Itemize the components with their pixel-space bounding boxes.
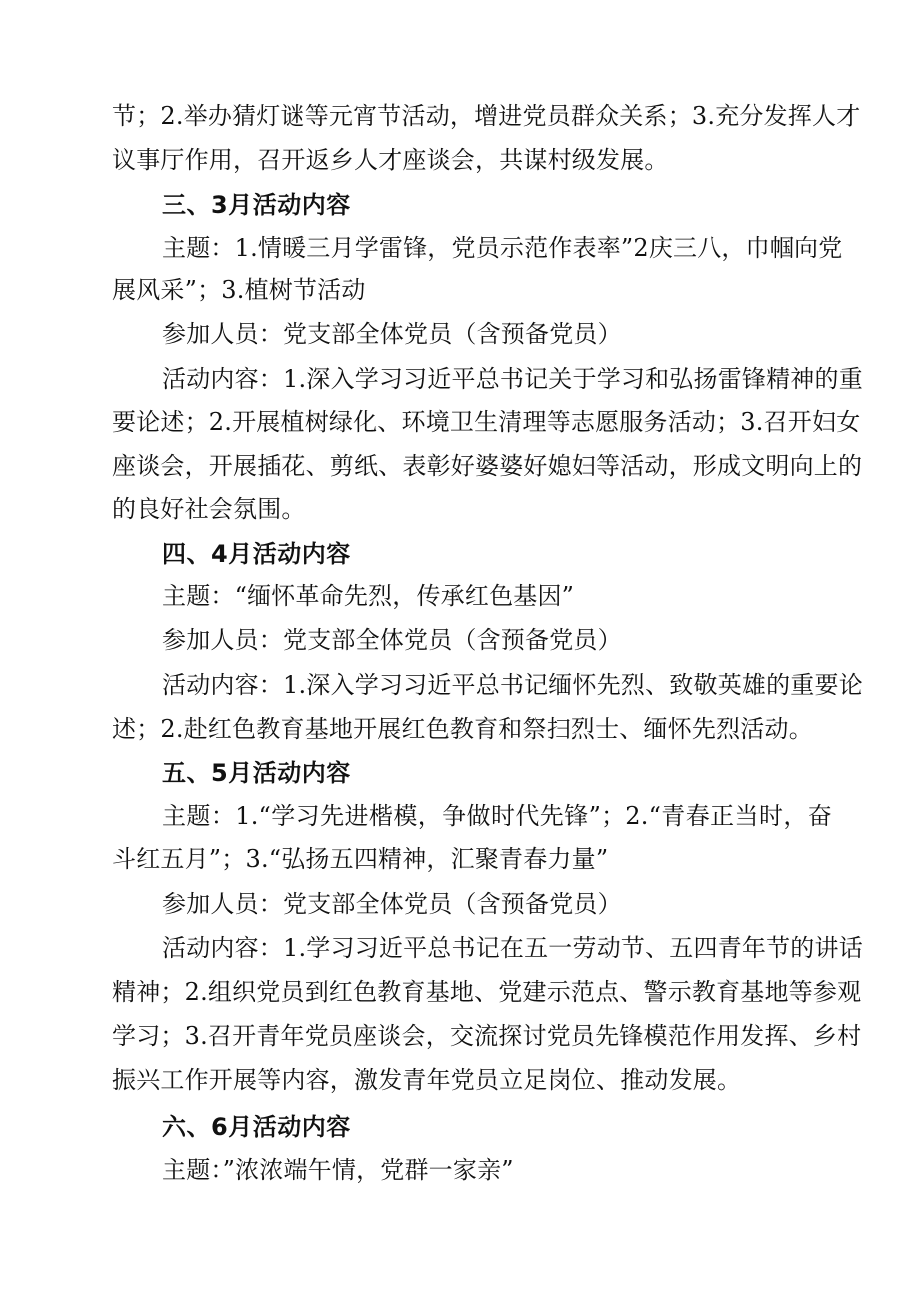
march-participants: 参加人员：党支部全体党员（含预备党员）: [162, 320, 622, 348]
march-theme-line-1: 主题：1.情暖三月学雷锋，党员示范作表率”2庆三八，巾帼向党: [162, 234, 843, 262]
may-theme-line-1: 主题：1.“学习先进楷模，争做时代先锋”；2.“青春正当时，奋: [162, 802, 832, 830]
march-content-line-1: 活动内容：1.深入学习习近平总书记关于学习和弘扬雷锋精神的重: [162, 365, 863, 393]
march-content-line-3: 座谈会，开展插花、剪纸、表彰好婆婆好媳妇等活动，形成文明向上的: [112, 452, 863, 480]
march-theme-line-2: 展风采”；3.植树节活动: [112, 276, 366, 304]
april-content-line-2: 述；2.赴红色教育基地开展红色教育和祭扫烈士、缅怀先烈活动。: [112, 715, 813, 743]
march-content-line-4: 的良好社会氛围。: [112, 495, 306, 523]
section-heading-june: 六、6月活动内容: [162, 1113, 351, 1141]
may-content-line-4: 振兴工作开展等内容，激发青年党员立足岗位、推动发展。: [112, 1066, 742, 1094]
april-participants: 参加人员：党支部全体党员（含预备党员）: [162, 626, 622, 654]
may-participants: 参加人员：党支部全体党员（含预备党员）: [162, 890, 622, 918]
may-theme-line-2: 斗红五月”；3.“弘扬五四精神，汇聚青春力量”: [112, 845, 609, 873]
intro-line-1: 节；2.举办猜灯谜等元宵节活动，增进党员群众关系；3.充分发挥人才: [112, 102, 861, 130]
april-theme: 主题：“缅怀革命先烈，传承红色基因”: [162, 582, 575, 610]
intro-line-2: 议事厅作用，召开返乡人才座谈会，共谋村级发展。: [112, 146, 669, 174]
may-content-line-2: 精神；2.组织党员到红色教育基地、党建示范点、警示教育基地等参观: [112, 978, 862, 1006]
section-heading-april: 四、4月活动内容: [162, 540, 351, 568]
may-content-line-3: 学习；3.召开青年党员座谈会，交流探讨党员先锋模范作用发挥、乡村: [112, 1022, 862, 1050]
section-heading-may: 五、5月活动内容: [162, 759, 351, 787]
june-theme: 主题：”浓浓端午情，党群一家亲”: [162, 1156, 514, 1184]
march-content-line-2: 要论述；2.开展植树绿化、环境卫生清理等志愿服务活动；3.召开妇女: [112, 408, 861, 436]
april-content-line-1: 活动内容：1.深入学习习近平总书记缅怀先烈、致敬英雄的重要论: [162, 671, 863, 699]
may-content-line-1: 活动内容：1.学习习近平总书记在五一劳动节、五四青年节的讲话: [162, 934, 863, 962]
section-heading-march: 三、3月活动内容: [162, 191, 351, 219]
